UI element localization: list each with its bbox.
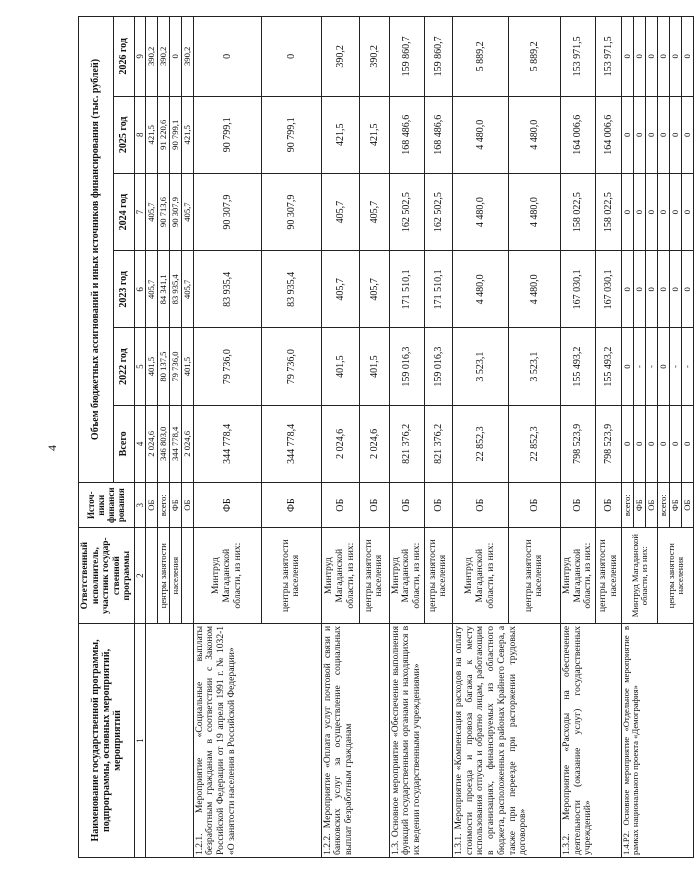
source-cell: ОБ — [389, 482, 424, 527]
value-cell: 421,5 — [321, 96, 359, 173]
value-cell: 401,5 — [321, 328, 359, 405]
value-cell: 5 889,2 — [508, 17, 560, 97]
header-year: 2025 год — [114, 96, 135, 173]
value-cell: 83 935,4 — [261, 251, 321, 328]
value-cell: 405,7 — [359, 251, 389, 328]
table-row — [321, 17, 359, 858]
value-cell: 79 736,0 — [193, 328, 261, 405]
value-cell: 167 030,1 — [560, 251, 595, 328]
value-cell: - — [682, 328, 694, 405]
value-cell: 153 971,5 — [596, 17, 622, 97]
value-cell: 2 024,6 — [181, 405, 193, 482]
responsible-cell: Минтруд Магаданской области, из них: — [622, 528, 658, 623]
responsible-cell: центры занятости населения — [658, 528, 694, 623]
value-cell: 401,5 — [181, 328, 193, 405]
header-year: 2026 год — [114, 17, 135, 97]
column-number: 7 — [134, 173, 145, 250]
value-cell: 90 307,9 — [261, 173, 321, 250]
column-number: 4 — [134, 405, 145, 482]
responsible-cell: населения — [169, 528, 181, 623]
value-cell: 159 016,3 — [424, 328, 452, 405]
value-cell: 0 — [658, 96, 670, 173]
value-cell: 83 935,4 — [169, 251, 181, 328]
column-number: 1 — [134, 623, 145, 857]
value-cell: 0 — [622, 251, 634, 328]
value-cell: 90 799,1 — [261, 96, 321, 173]
value-cell: 171 510,1 — [424, 251, 452, 328]
value-cell: 90 713,6 — [157, 173, 169, 250]
value-cell: 405,7 — [321, 251, 359, 328]
value-cell: 0 — [622, 17, 634, 97]
value-cell: 0 — [169, 17, 181, 97]
value-cell: 0 — [658, 328, 670, 405]
value-cell: 0 — [646, 251, 658, 328]
source-cell: всего: — [658, 482, 670, 527]
measure-name-cell: 1.3. Основное мероприятие «Обеспечение выполнения функций государственными органами и находящихся в их ведении государственными учреждениями» — [389, 623, 452, 857]
value-cell: 0 — [634, 17, 646, 97]
responsible-cell: центры занятости населения — [261, 528, 321, 623]
value-cell: 162 502,5 — [424, 173, 452, 250]
source-cell: ОБ — [321, 482, 359, 527]
value-cell: 0 — [658, 173, 670, 250]
table-row — [193, 17, 261, 858]
value-cell: 90 307,9 — [169, 173, 181, 250]
value-cell: 4 480,0 — [508, 96, 560, 173]
page-number: 4 — [45, 445, 59, 451]
column-number: 8 — [134, 96, 145, 173]
rotated-table-frame — [78, 16, 693, 858]
source-cell: ОБ — [452, 482, 508, 527]
value-cell: 3 523,1 — [452, 328, 508, 405]
value-cell: 0 — [670, 96, 682, 173]
source-cell: ОБ — [145, 482, 157, 527]
header-name: Наименование государственной программы, подпрограммы, основных мероприятий, мероприятий — [79, 623, 135, 857]
value-cell: 159 860,7 — [424, 17, 452, 97]
value-cell: 79 736,0 — [169, 328, 181, 405]
value-cell: 405,7 — [145, 173, 157, 250]
value-cell: 155 493,2 — [596, 328, 622, 405]
table-row — [622, 17, 634, 858]
source-cell: ФБ — [261, 482, 321, 527]
source-cell: ФБ — [634, 482, 646, 527]
responsible-cell: Минтруд Магаданской области, из них: — [321, 528, 359, 623]
table-row — [560, 17, 595, 858]
name-cell — [145, 623, 193, 857]
responsible-cell — [181, 528, 193, 623]
value-cell: 0 — [670, 405, 682, 482]
header-year: 2022 год — [114, 328, 135, 405]
value-cell: 401,5 — [359, 328, 389, 405]
value-cell: 390,2 — [157, 17, 169, 97]
value-cell: 0 — [658, 251, 670, 328]
value-cell: 164 006,6 — [560, 96, 595, 173]
value-cell: 155 493,2 — [560, 328, 595, 405]
column-number: 9 — [134, 17, 145, 97]
value-cell: 4 480,0 — [452, 251, 508, 328]
value-cell: 0 — [682, 17, 694, 97]
value-cell: 0 — [682, 96, 694, 173]
source-cell: ОБ — [424, 482, 452, 527]
measure-name-cell: 1.4.Р2. Основное мероприятие «Отдельное мероприятие в рамках национального проекта «Демография» — [622, 623, 694, 857]
value-cell: 84 341,1 — [157, 251, 169, 328]
value-cell: 346 803,0 — [157, 405, 169, 482]
value-cell: 164 006,6 — [596, 96, 622, 173]
value-cell: 91 220,6 — [157, 96, 169, 173]
value-cell: 4 480,0 — [452, 173, 508, 250]
value-cell: 0 — [634, 405, 646, 482]
value-cell: 2 024,6 — [321, 405, 359, 482]
value-cell: 3 523,1 — [508, 328, 560, 405]
column-number: 2 — [134, 528, 145, 623]
responsible-cell: центры занятости населения — [359, 528, 389, 623]
budget-table — [78, 16, 694, 858]
value-cell: 2 024,6 — [359, 405, 389, 482]
value-cell: 90 799,1 — [169, 96, 181, 173]
responsible-cell — [145, 528, 157, 623]
value-cell: 344 778,4 — [261, 405, 321, 482]
value-cell: 421,5 — [181, 96, 193, 173]
value-cell: 405,7 — [181, 251, 193, 328]
value-cell: 4 480,0 — [508, 173, 560, 250]
source-cell: ФБ — [193, 482, 261, 527]
value-cell: 83 935,4 — [193, 251, 261, 328]
header-year: 2024 год — [114, 173, 135, 250]
measure-name-cell: 1.2.2. Мероприятие «Оплата услуг почтовой связи и банковских услуг за осуществление социальных выплат безработным гражданам — [321, 623, 389, 857]
value-cell: 5 889,2 — [452, 17, 508, 97]
column-number: 5 — [134, 328, 145, 405]
value-cell: 90 799,1 — [193, 96, 261, 173]
value-cell: 2 024,6 — [145, 405, 157, 482]
value-cell: 167 030,1 — [596, 251, 622, 328]
source-cell: всего: — [157, 482, 169, 527]
value-cell: 344 778,4 — [169, 405, 181, 482]
header-source: Источ-ники финанси рования — [79, 482, 135, 527]
header-year: Всего — [114, 405, 135, 482]
responsible-cell: центры занятости населения — [424, 528, 452, 623]
value-cell: 0 — [634, 96, 646, 173]
value-cell: 798 523,9 — [596, 405, 622, 482]
value-cell: 0 — [622, 328, 634, 405]
value-cell: 0 — [622, 173, 634, 250]
value-cell: 22 852,3 — [508, 405, 560, 482]
value-cell: 168 486,6 — [424, 96, 452, 173]
value-cell: 168 486,6 — [389, 96, 424, 173]
value-cell: 0 — [261, 17, 321, 97]
value-cell: - — [670, 328, 682, 405]
value-cell: 0 — [646, 96, 658, 173]
responsible-cell: Минтруд Магаданской области, из них: — [452, 528, 508, 623]
value-cell: 159 016,3 — [389, 328, 424, 405]
value-cell: 405,7 — [321, 173, 359, 250]
value-cell: 344 778,4 — [193, 405, 261, 482]
responsible-cell: Минтруд Магаданской области, из них: — [193, 528, 261, 623]
value-cell: 0 — [646, 405, 658, 482]
value-cell: 421,5 — [145, 96, 157, 173]
value-cell: 0 — [682, 405, 694, 482]
value-cell: 0 — [670, 251, 682, 328]
value-cell: 0 — [682, 251, 694, 328]
source-cell: ОБ — [560, 482, 595, 527]
value-cell: 405,7 — [181, 173, 193, 250]
value-cell: 0 — [646, 173, 658, 250]
value-cell: 171 510,1 — [389, 251, 424, 328]
source-cell: ОБ — [596, 482, 622, 527]
value-cell: 0 — [622, 405, 634, 482]
responsible-cell: центры занятости населения — [508, 528, 560, 623]
responsible-cell: Минтруд Магаданской области, из них: — [560, 528, 595, 623]
header-year: 2023 год — [114, 251, 135, 328]
source-cell: ОБ — [359, 482, 389, 527]
value-cell: 821 376,2 — [424, 405, 452, 482]
value-cell: 390,2 — [145, 17, 157, 97]
value-cell: 821 376,2 — [389, 405, 424, 482]
source-cell: ОБ — [181, 482, 193, 527]
source-cell: всего: — [622, 482, 634, 527]
measure-name-cell: 1.3.2. Мероприятие «Расходы на обеспечение деятельности (оказание услуг) государственных учреждений» — [560, 623, 621, 857]
table-row — [389, 17, 424, 858]
value-cell: 0 — [646, 17, 658, 97]
value-cell: 0 — [622, 96, 634, 173]
value-cell: 0 — [670, 17, 682, 97]
value-cell: 405,7 — [359, 173, 389, 250]
value-cell: 4 480,0 — [508, 251, 560, 328]
value-cell: 90 307,9 — [193, 173, 261, 250]
source-cell: ФБ — [169, 482, 181, 527]
value-cell: 0 — [658, 405, 670, 482]
value-cell: 0 — [634, 251, 646, 328]
source-cell: ФБ — [670, 482, 682, 527]
value-cell: 158 022,5 — [560, 173, 595, 250]
value-cell: 0 — [658, 17, 670, 97]
value-cell: 390,2 — [359, 17, 389, 97]
value-cell: 79 736,0 — [261, 328, 321, 405]
header-responsible: Ответственный исполнитель, участник государ-ственной программы — [79, 528, 135, 623]
value-cell: 0 — [193, 17, 261, 97]
value-cell: 798 523,9 — [560, 405, 595, 482]
value-cell: - — [646, 328, 658, 405]
value-cell: 159 860,7 — [389, 17, 424, 97]
column-number: 3 — [134, 482, 145, 527]
value-cell: 153 971,5 — [560, 17, 595, 97]
table-row — [452, 17, 508, 858]
responsible-cell: Минтруд Магаданской области, из них: — [389, 528, 424, 623]
column-number: 6 — [134, 251, 145, 328]
source-cell: ОБ — [682, 482, 694, 527]
source-cell: ОБ — [646, 482, 658, 527]
value-cell: 390,2 — [321, 17, 359, 97]
value-cell: 401,5 — [145, 328, 157, 405]
value-cell: 162 502,5 — [389, 173, 424, 250]
value-cell: 4 480,0 — [452, 96, 508, 173]
value-cell: 390,2 — [181, 17, 193, 97]
responsible-cell: центры занятости населения — [596, 528, 622, 623]
value-cell: 421,5 — [359, 96, 389, 173]
value-cell: 158 022,5 — [596, 173, 622, 250]
value-cell: 80 137,5 — [157, 328, 169, 405]
value-cell: 0 — [634, 173, 646, 250]
measure-name-cell: 1.2.1. Мероприятие «Социальные выплаты безработным гражданам в соответствии с Законом Российской Федерации от 19 апреля 1991 г. № 1032-1 «О занятости населения в Российской Федерации» — [193, 623, 321, 857]
value-cell: 0 — [682, 173, 694, 250]
table-row — [145, 17, 157, 858]
value-cell: 22 852,3 — [452, 405, 508, 482]
value-cell: 405,7 — [145, 251, 157, 328]
value-cell: - — [634, 328, 646, 405]
header-volume: Объем бюджетных ассигнований и иных источников финансирования (тыс. рублей) — [79, 17, 114, 483]
source-cell: ОБ — [508, 482, 560, 527]
responsible-cell: центры занятости — [157, 528, 169, 623]
value-cell: 0 — [670, 173, 682, 250]
measure-name-cell: 1.3.1. Мероприятие «Компенсация расходов на оплату стоимости проезда и провоза багажа к месту использования отпуска и обратно лицам, работающим в организациях, финансируемых из областного бюджета, расположенных в районах Крайнего Севера, а также при переезде при расторжении трудовых договоров» — [452, 623, 560, 857]
